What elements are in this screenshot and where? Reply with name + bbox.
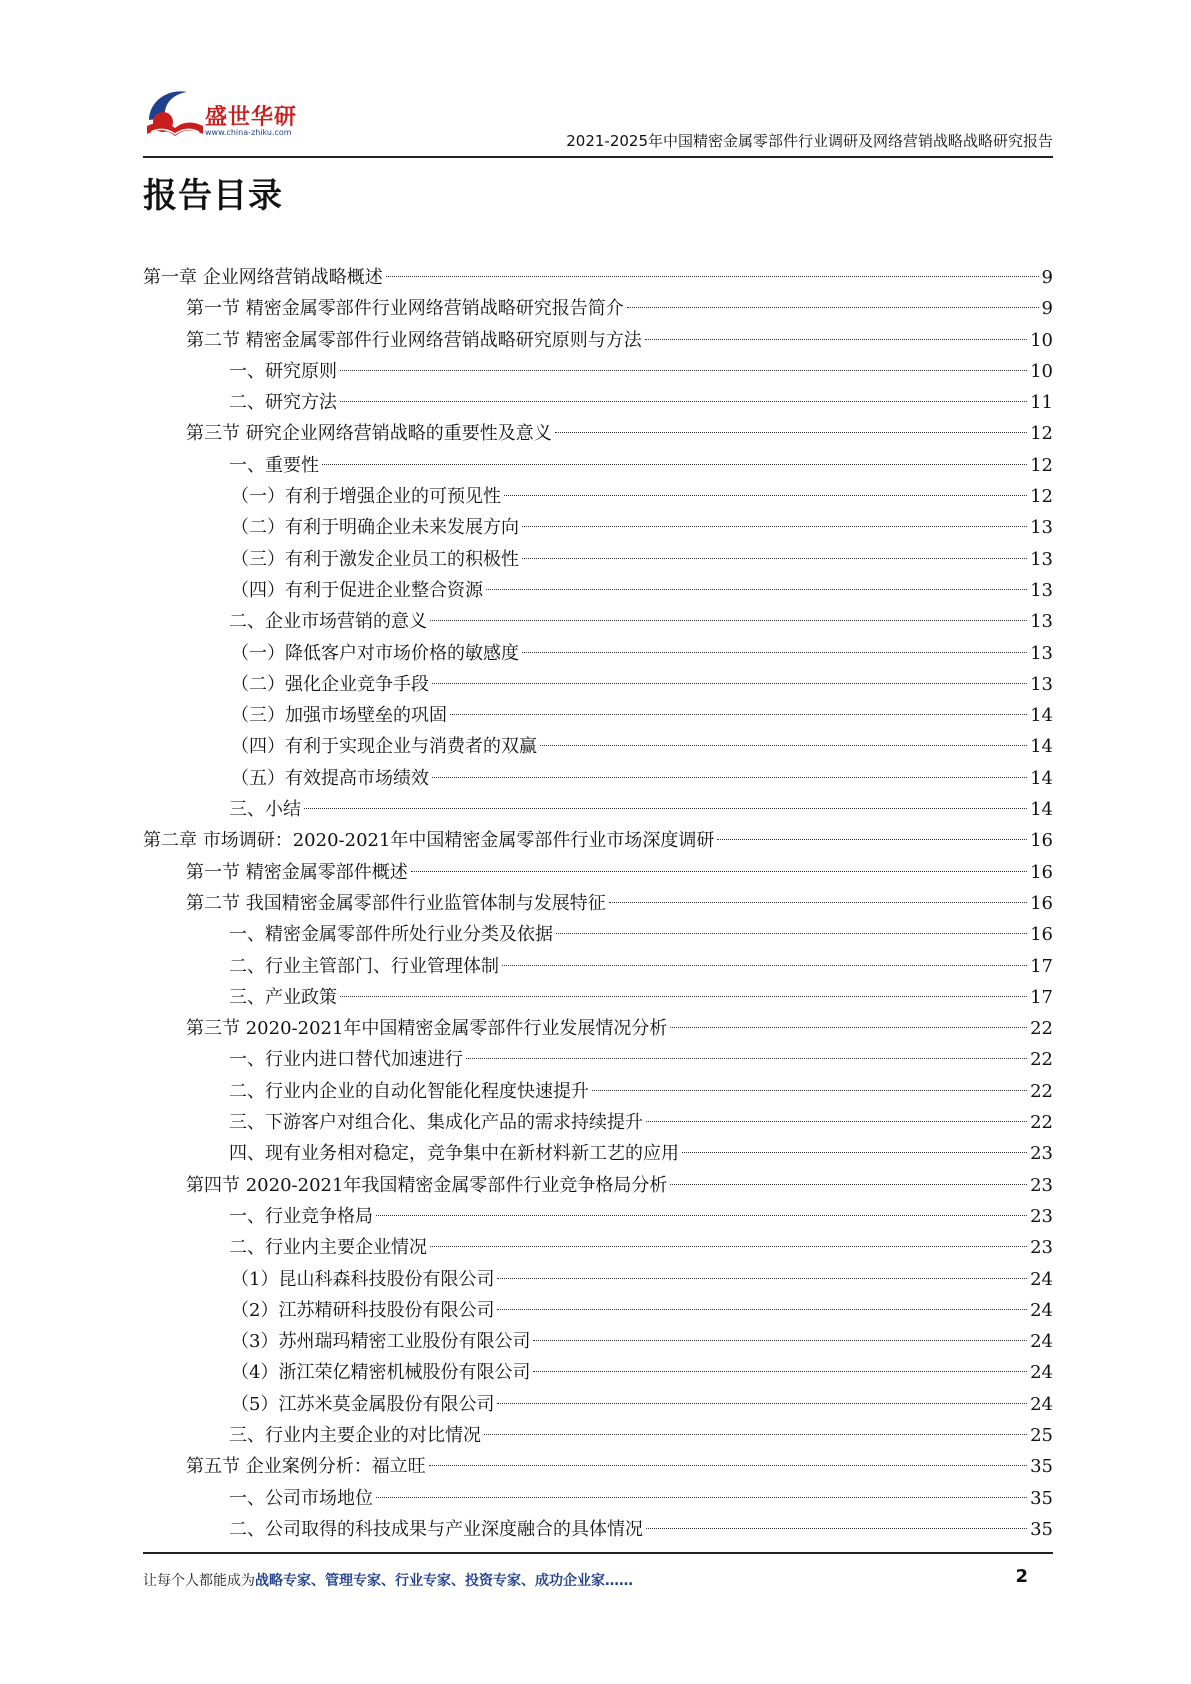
toc-dot-leader [322, 464, 1027, 465]
toc-entry-page: 9 [1041, 298, 1053, 320]
toc-dot-leader [376, 1215, 1027, 1216]
toc-entry-title: 第二节 精密金属零部件行业网络营销战略研究原则与方法 [186, 329, 642, 351]
toc-entry-title: 一、精密金属零部件所处行业分类及依据 [229, 924, 553, 946]
toc-entry[interactable] [143, 1201, 1053, 1232]
toc-entry-page: 16 [1030, 830, 1053, 852]
toc-entry-page: 17 [1030, 955, 1053, 977]
toc-entry[interactable] [143, 1514, 1053, 1545]
toc-entry-title: （二）强化企业竞争手段 [231, 673, 429, 695]
toc-dot-leader [670, 1027, 1027, 1028]
toc-entry[interactable] [143, 857, 1053, 888]
toc-entry[interactable] [143, 1264, 1053, 1295]
toc-entry-page: 24 [1030, 1268, 1053, 1290]
toc-entry-page: 35 [1030, 1456, 1053, 1478]
toc-entry-title: （5）江苏米莫金属股份有限公司 [231, 1393, 495, 1415]
toc-entry-title: （1）昆山科森科技股份有限公司 [231, 1268, 495, 1290]
toc-entry[interactable] [143, 763, 1053, 794]
toc-dot-leader [340, 401, 1027, 402]
toc-entry[interactable] [143, 1013, 1053, 1044]
toc-entry-page: 13 [1030, 673, 1053, 695]
toc-entry[interactable] [143, 450, 1053, 481]
toc-entry-title: （五）有效提高市场绩效 [231, 767, 429, 789]
toc-entry-title: 三、下游客户对组合化、集成化产品的需求持续提升 [229, 1112, 643, 1134]
toc-entry[interactable] [143, 638, 1053, 669]
logo-book-icon [143, 80, 207, 142]
toc-dot-leader [450, 714, 1027, 715]
toc-entry-title: 第一节 精密金属零部件概述 [186, 861, 408, 883]
toc-dot-leader [645, 339, 1027, 340]
toc-dot-leader [592, 1090, 1027, 1091]
toc-entry[interactable] [143, 731, 1053, 762]
toc-entry-page: 14 [1030, 799, 1053, 821]
toc-dot-leader [430, 1246, 1027, 1247]
toc-entry[interactable] [143, 1451, 1053, 1482]
toc-entry[interactable] [143, 325, 1053, 356]
toc-entry-page: 16 [1030, 861, 1053, 883]
toc-entry-page: 13 [1030, 579, 1053, 601]
toc-dot-leader [497, 1278, 1027, 1279]
toc-entry[interactable] [143, 1295, 1053, 1326]
toc-entry-page: 14 [1030, 705, 1053, 727]
toc-entry[interactable] [143, 575, 1053, 606]
toc-entry-page: 23 [1030, 1205, 1053, 1227]
toc-dot-leader [376, 1497, 1027, 1498]
toc-entry-page: 9 [1041, 267, 1053, 288]
toc-dot-leader [682, 1152, 1027, 1153]
toc-entry-title: 第一节 精密金属零部件行业网络营销战略研究报告简介 [186, 298, 624, 320]
toc-dot-leader [646, 1121, 1027, 1122]
toc-dot-leader [340, 370, 1027, 371]
toc-entry[interactable] [143, 1420, 1053, 1451]
toc-dot-leader [429, 1465, 1027, 1466]
toc-dot-leader [497, 1403, 1027, 1404]
toc-dot-leader [497, 1309, 1027, 1310]
toc-entry[interactable] [143, 481, 1053, 512]
toc-dot-leader [430, 620, 1027, 621]
toc-entry-title: 第三节 2020-2021年中国精密金属零部件行业发展情况分析 [186, 1018, 668, 1040]
toc-dot-leader [646, 1528, 1027, 1529]
logo-url: www.china-zhiku.com [205, 128, 292, 137]
toc-dot-leader [486, 589, 1027, 590]
toc-entry-title: 三、行业内主要企业的对比情况 [229, 1424, 481, 1446]
page-header [143, 80, 1053, 156]
toc-dot-leader [717, 839, 1027, 840]
toc-entry-page: 12 [1030, 423, 1053, 445]
toc-dot-leader [522, 652, 1027, 653]
toc-entry[interactable] [143, 418, 1053, 449]
toc-entry-title: （三）有利于激发企业员工的积极性 [231, 548, 519, 570]
toc-entry-title: 二、企业市场营销的意义 [229, 611, 427, 633]
toc-dot-leader [502, 965, 1027, 966]
report-title: 2021-2025年中国精密金属零部件行业调研及网络营销战略战略研究报告 [566, 132, 1053, 150]
toc-entry[interactable] [143, 951, 1053, 982]
page-title: 报告目录 [143, 176, 283, 216]
toc-entry-page: 17 [1030, 986, 1053, 1008]
logo-text: 盛世华研 [205, 105, 298, 130]
toc-entry-page: 12 [1030, 486, 1053, 508]
toc-dot-leader [609, 902, 1027, 903]
toc-entry-page: 23 [1030, 1174, 1053, 1196]
toc-entry-page: 22 [1030, 1049, 1053, 1071]
toc-entry-page: 25 [1030, 1424, 1053, 1446]
toc-entry[interactable] [143, 669, 1053, 700]
toc-dot-leader [411, 871, 1027, 872]
toc-entry[interactable] [143, 982, 1053, 1013]
toc-entry[interactable] [143, 1044, 1053, 1075]
toc-entry-title: （3）苏州瑞玛精密工业股份有限公司 [231, 1331, 531, 1353]
toc-entry-title: 第三节 研究企业网络营销战略的重要性及意义 [186, 423, 552, 445]
toc-entry-page: 24 [1030, 1331, 1053, 1353]
toc-entry-title: 二、研究方法 [229, 392, 337, 414]
page-number: 2 [1015, 1566, 1028, 1587]
toc-entry[interactable] [143, 387, 1053, 418]
toc-entry-title: 第五节 企业案例分析：福立旺 [186, 1456, 426, 1478]
toc-entry-title: 第四节 2020-2021年我国精密金属零部件行业竞争格局分析 [186, 1174, 668, 1196]
toc-entry-title: 三、小结 [229, 799, 301, 821]
toc-entry[interactable] [143, 888, 1053, 919]
toc-entry[interactable] [143, 919, 1053, 950]
toc-entry[interactable] [143, 1107, 1053, 1138]
toc-entry-title: 一、公司市场地位 [229, 1487, 373, 1509]
toc-entry[interactable] [143, 825, 1053, 856]
toc-entry-page: 16 [1030, 924, 1053, 946]
toc-entry[interactable] [143, 794, 1053, 825]
toc-entry-title: 一、行业内进口替代加速进行 [229, 1049, 463, 1071]
toc-entry[interactable] [143, 262, 1053, 293]
toc-entry-title: 二、行业内企业的自动化智能化程度快速提升 [229, 1080, 589, 1102]
toc-dot-leader [556, 933, 1027, 934]
toc-dot-leader [386, 276, 1039, 277]
logo [143, 80, 313, 146]
toc-entry-page: 24 [1030, 1393, 1053, 1415]
toc-entry-page: 22 [1030, 1112, 1053, 1134]
toc-entry[interactable] [143, 1170, 1053, 1201]
toc-dot-leader [522, 558, 1027, 559]
toc-entry-title: 一、研究原则 [229, 360, 337, 382]
toc-entry-title: 第二节 我国精密金属零部件行业监管体制与发展特征 [186, 892, 606, 914]
toc-entry-page: 16 [1030, 892, 1053, 914]
toc-entry-page: 24 [1030, 1362, 1053, 1384]
toc-entry-page: 13 [1030, 548, 1053, 570]
footer-divider [143, 1552, 1053, 1554]
toc-entry-page: 13 [1030, 611, 1053, 633]
toc-entry-title: 二、公司取得的科技成果与产业深度融合的具体情况 [229, 1518, 643, 1540]
toc-dot-leader [670, 1184, 1027, 1185]
toc-entry-title: 三、产业政策 [229, 986, 337, 1008]
slogan-emphasis: 战略专家、管理专家、行业专家、投资专家、成功企业家…… [255, 1573, 633, 1589]
toc-entry-title: 第二章 市场调研：2020-2021年中国精密金属零部件行业市场深度调研 [143, 830, 715, 852]
toc-entry-page: 23 [1030, 1237, 1053, 1259]
toc-entry-title: （三）加强市场壁垒的巩固 [231, 705, 447, 727]
toc-entry-page: 24 [1030, 1299, 1053, 1321]
toc-entry-page: 23 [1030, 1143, 1053, 1165]
toc-entry-title: 二、行业内主要企业情况 [229, 1237, 427, 1259]
toc-entry-page: 22 [1030, 1018, 1053, 1040]
toc-dot-leader [627, 307, 1039, 308]
toc-entry-title: （二）有利于明确企业未来发展方向 [231, 517, 519, 539]
toc-dot-leader [466, 1058, 1027, 1059]
toc-entry-page: 13 [1030, 517, 1053, 539]
page-footer [143, 1566, 1053, 1596]
toc-entry-page: 11 [1030, 392, 1053, 414]
toc-entry-title: 一、重要性 [229, 454, 319, 476]
toc-dot-leader [522, 526, 1027, 527]
toc-dot-leader [504, 495, 1027, 496]
toc-entry-title: （四）有利于实现企业与消费者的双赢 [231, 736, 537, 758]
toc-entry-title: （2）江苏精研科技股份有限公司 [231, 1299, 495, 1321]
toc-entry-title: （一）降低客户对市场价格的敏感度 [231, 642, 519, 664]
toc-entry-page: 13 [1030, 642, 1053, 664]
toc-entry[interactable] [143, 293, 1053, 324]
toc-entry[interactable] [143, 1389, 1053, 1420]
toc-entry[interactable] [143, 1357, 1053, 1388]
toc-entry-title: 二、行业主管部门、行业管理体制 [229, 955, 499, 977]
toc-dot-leader [540, 745, 1027, 746]
toc-dot-leader [432, 683, 1027, 684]
toc-entry[interactable] [143, 1232, 1053, 1263]
toc-entry-page: 35 [1030, 1518, 1053, 1540]
slogan-prefix: 让每个人都能成为 [143, 1573, 255, 1589]
toc-dot-leader [533, 1371, 1027, 1372]
toc-entry[interactable] [143, 1326, 1053, 1357]
toc-entry[interactable] [143, 700, 1053, 731]
toc-dot-leader [555, 432, 1027, 433]
toc-entry-title: 第一章 企业网络营销战略概述 [143, 267, 383, 288]
toc-entry-title: （一）有利于增强企业的可预见性 [231, 486, 501, 508]
toc-entry[interactable] [143, 1483, 1053, 1514]
toc-entry-page: 14 [1030, 736, 1053, 758]
toc-entry-title: （4）浙江荣亿精密机械股份有限公司 [231, 1362, 531, 1384]
toc-entry-page: 22 [1030, 1080, 1053, 1102]
toc-dot-leader [533, 1340, 1027, 1341]
toc-dot-leader [484, 1434, 1027, 1435]
toc-dot-leader [432, 777, 1027, 778]
toc-entry[interactable] [143, 356, 1053, 387]
table-of-contents [143, 262, 1053, 1545]
toc-entry-page: 14 [1030, 767, 1053, 789]
toc-entry-page: 12 [1030, 454, 1053, 476]
toc-entry[interactable] [143, 606, 1053, 637]
toc-entry[interactable] [143, 1076, 1053, 1107]
toc-entry-title: 一、行业竞争格局 [229, 1205, 373, 1227]
toc-entry-title: 四、现有业务相对稳定，竞争集中在新材料新工艺的应用 [229, 1143, 679, 1165]
footer-slogan [143, 1570, 633, 1590]
toc-entry[interactable] [143, 512, 1053, 543]
toc-entry-page: 35 [1030, 1487, 1053, 1509]
toc-dot-leader [304, 808, 1027, 809]
toc-entry[interactable] [143, 1138, 1053, 1169]
header-divider [143, 156, 1053, 158]
toc-dot-leader [340, 996, 1027, 997]
toc-entry-page: 10 [1030, 329, 1053, 351]
toc-entry[interactable] [143, 544, 1053, 575]
toc-entry-page: 10 [1030, 360, 1053, 382]
toc-entry-title: （四）有利于促进企业整合资源 [231, 579, 483, 601]
